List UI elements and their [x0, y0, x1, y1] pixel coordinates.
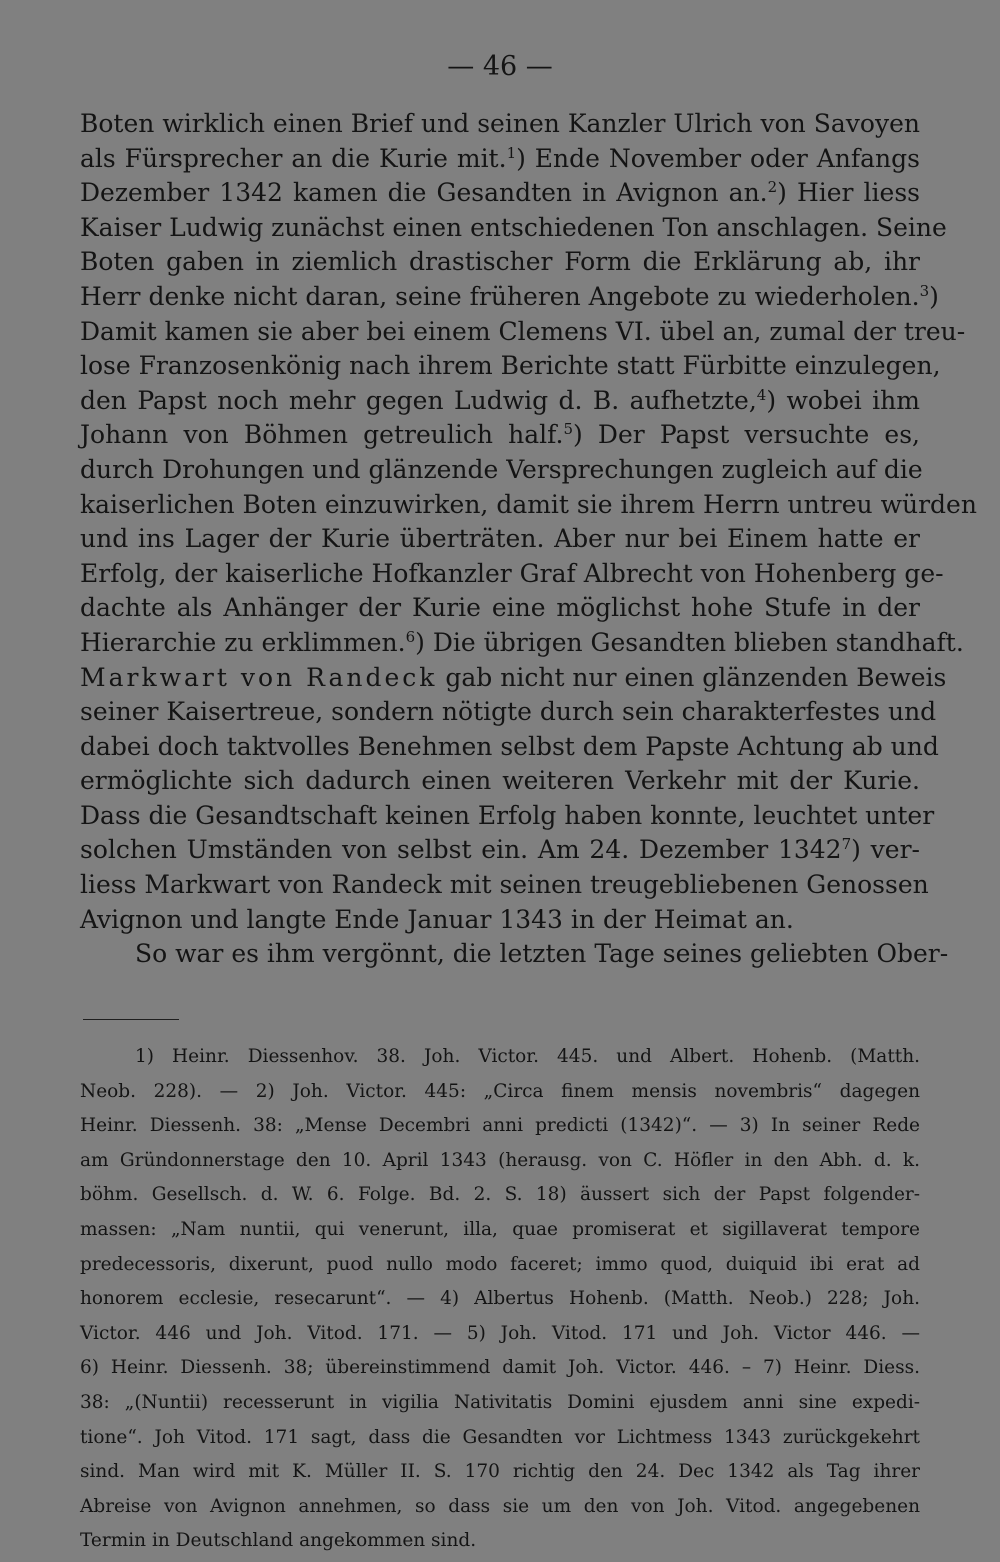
text-segment: ) wobei ihm: [766, 385, 920, 415]
text-line: Kaiser Ludwig zunächst einen entschiedenen Ton anschlagen. Seine: [80, 212, 947, 242]
footnote-line: Abreise von Avignon annehmen, so dass sie um den von Joh. Vitod. angegebenen: [80, 1495, 920, 1517]
footnote-ref: 2: [767, 178, 778, 197]
text-segment: ): [929, 281, 939, 311]
text-segment: als Fürsprecher an die Kurie mit.: [80, 143, 507, 173]
footnote-ref: 5: [563, 420, 573, 439]
text-line: [80, 661, 947, 696]
footnote-line: 1) Heinr. Diessenhov. 38. Joh. Victor. 445. und Albert. Hohenb. (Matth.: [135, 1046, 920, 1067]
footnote-ref: 6: [405, 627, 416, 646]
footnote-ref: 7: [841, 835, 852, 854]
footnote-line: predecessoris, dixerunt, puod nullo modo faceret; immo quod, duiquid ibi erat ad: [80, 1253, 920, 1275]
text-segment: den Papst noch mehr gegen Ludwig d. B. aufhetzte,: [80, 385, 757, 415]
footnote-line: Neob. 228). — 2) Joh. Victor. 445: „Circa finem mensis novembris“ dagegen: [80, 1080, 920, 1102]
footnote-line: Heinr. Diessenh. 38: „Mense Decembri anni predicti (1342)“. — 3) In seiner Rede: [80, 1115, 920, 1137]
footnote-line: 6) Heinr. Diessenh. 38; übereinstimmend damit Joh. Victor. 446. – 7) Heinr. Diess.: [80, 1357, 920, 1379]
text-line: dachte als Anhänger der Kurie eine möglichst hohe Stufe in der: [80, 593, 920, 623]
text-line: Boten gaben in ziemlich drastischer Form die Erklärung ab, ihr: [80, 247, 920, 277]
text-line: durch Drohungen und glänzende Versprechungen zugleich auf die: [80, 454, 923, 484]
text-segment: ) Ende November oder Anfangs: [516, 143, 920, 173]
footnote-ref: 1: [506, 143, 517, 162]
text-segment: Hierarchie zu erklimmen.: [80, 627, 406, 657]
text-segment: Herr denke nicht daran, seine früheren Angebote zu wiederholen.: [80, 281, 920, 311]
footnote-line: am Gründonnerstage den 10. April 1343 (herausg. von C. Höfler in den Abh. d. k.: [80, 1149, 920, 1171]
text-line: So war es ihm vergönnt, die letzten Tage seines geliebten Ober-: [135, 939, 949, 969]
text-line: Dass die Gesandtschaft keinen Erfolg haben konnte, leuchtet unter: [80, 800, 935, 830]
footnote-line: Termin in Deutschland angekommen sind.: [80, 1530, 477, 1552]
text-line: lose Franzosenkönig nach ihrem Berichte statt Fürbitte einzulegen,: [80, 351, 941, 381]
text-line: [80, 384, 920, 419]
text-segment: ) Die übrigen Gesandten blieben standhaft.: [415, 627, 964, 657]
text-segment: ) ver-: [851, 835, 920, 865]
footnote-divider: [83, 1019, 179, 1020]
text-line: kaiserlichen Boten einzuwirken, damit sie ihrem Herrn untreu würden: [80, 489, 977, 519]
text-line: [80, 418, 920, 453]
body-text: [80, 107, 977, 972]
text-line: liess Markwart von Randeck mit seinen treugebliebenen Genossen: [80, 870, 929, 900]
footnote-line: böhm. Gesellsch. d. W. 6. Folge. Bd. 2. S. 18) äussert sich der Papst folgender-: [80, 1184, 920, 1206]
text-line: [80, 176, 920, 211]
text-line: Damit kamen sie aber bei einem Clemens VI. übel an, zumal der treu-: [80, 316, 966, 346]
text-segment: gab nicht nur einen glänzenden Beweis: [437, 662, 947, 692]
text-segment: ) Der Papst versuchte es,: [572, 420, 920, 450]
page-number: — 46 —: [447, 51, 553, 82]
text-line: dabei doch taktvolles Benehmen selbst dem Papste Achtung ab und: [80, 731, 939, 761]
text-line: [80, 626, 964, 661]
footnote-line: massen: „Nam nuntii, qui venerunt, illa, quae promiserat et sigillaverat tempore: [80, 1218, 920, 1240]
text-line: [80, 280, 939, 315]
text-line: Boten wirklich einen Brief und seinen Kanzler Ulrich von Savoyen: [80, 109, 920, 138]
text-line: ermöglichte sich dadurch einen weiteren Verkehr mit der Kurie.: [80, 766, 920, 796]
text-line: [80, 142, 920, 177]
text-line: seiner Kaisertreue, sondern nötigte durch sein charakterfestes und: [80, 697, 937, 727]
text-line: Erfolg, der kaiserliche Hofkanzler Graf Albrecht von Hohenberg ge-: [80, 558, 944, 588]
text-segment: Johann von Böhmen getreulich half.: [80, 420, 564, 450]
person-name-spaced: Markwart von Randeck: [80, 662, 438, 692]
text-line: Avignon und langte Ende Januar 1343 in der Heimat an.: [80, 904, 794, 934]
text-segment: ) Hier liess: [777, 178, 920, 208]
footnote-line: tione“. Joh Vitod. 171 sagt, dass die Gesandten vor Lichtmess 1343 zurückgekehrt: [80, 1426, 920, 1448]
text-line: und ins Lager der Kurie überträten. Aber nur bei Einem hatte er: [80, 524, 920, 554]
footnote-line: Victor. 446 und Joh. Vitod. 171. — 5) Joh. Vitod. 171 und Joh. Victor 446. —: [80, 1322, 920, 1344]
text-segment: Dezember 1342 kamen die Gesandten in Avignon an.: [80, 178, 768, 208]
footnote-line: 38: „(Nuntii) recesserunt in vigilia Nativitatis Domini ejusdem anni sine expedi-: [80, 1391, 920, 1413]
text-segment: solchen Umständen von selbst ein. Am 24. Dezember 1342: [80, 835, 842, 865]
footnote-line: sind. Man wird mit K. Müller II. S. 170 richtig den 24. Dec 1342 als Tag ihrer: [80, 1461, 920, 1483]
footnote-ref: 4: [756, 385, 767, 404]
footnote-ref: 3: [919, 281, 930, 300]
footnotes: [80, 1043, 920, 1562]
footnote-line: honorem ecclesie, resecarunt“. — 4) Albertus Hohenb. (Matth. Neob.) 228; Joh.: [80, 1288, 920, 1310]
text-line: [80, 833, 920, 868]
